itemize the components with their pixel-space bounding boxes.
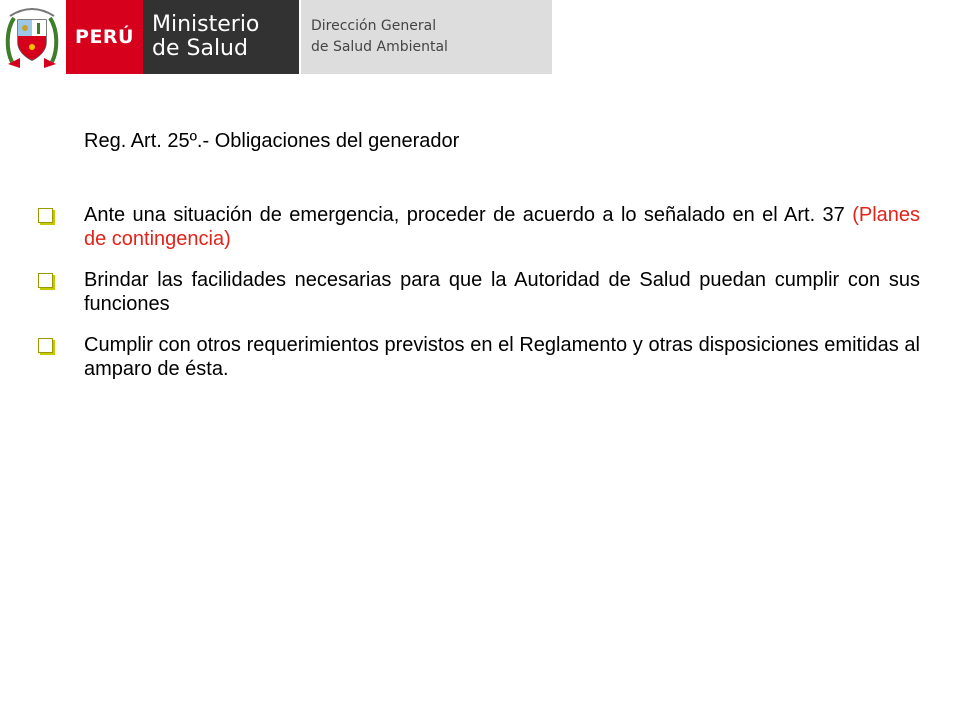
- ministerio-line-2: de Salud: [152, 36, 248, 61]
- checkbox-bullet-icon: [38, 273, 53, 288]
- bullet-text: Cumplir con otros requerimientos previstos en el Reglamento y otras disposiciones emitidas al amparo de ésta.: [84, 334, 920, 380]
- bullet-highlight: (Planes de contingencia): [84, 204, 920, 250]
- obligations-list: [38, 203, 920, 398]
- bullet-text: Ante una situación de emergencia, proceder de acuerdo a lo señalado en el Art. 37: [84, 204, 853, 226]
- ministerio-line-1: Ministerio: [152, 12, 260, 37]
- bullet-text: Brindar las facilidades necesarias para que la Autoridad de Salud puedan cumplir con sus funciones: [84, 269, 920, 315]
- slide-subtitle: Reg. Art. 25º.- Obligaciones del generador: [84, 130, 460, 152]
- checkbox-bullet-icon: [38, 208, 53, 223]
- checkbox-bullet-icon: [38, 338, 53, 353]
- list-item: [38, 203, 920, 251]
- direccion-line-1: Dirección General: [311, 18, 437, 34]
- peru-label: PERÚ: [75, 26, 134, 48]
- list-item: [38, 333, 920, 381]
- list-item: [38, 268, 920, 316]
- direccion-line-2: de Salud Ambiental: [311, 39, 448, 55]
